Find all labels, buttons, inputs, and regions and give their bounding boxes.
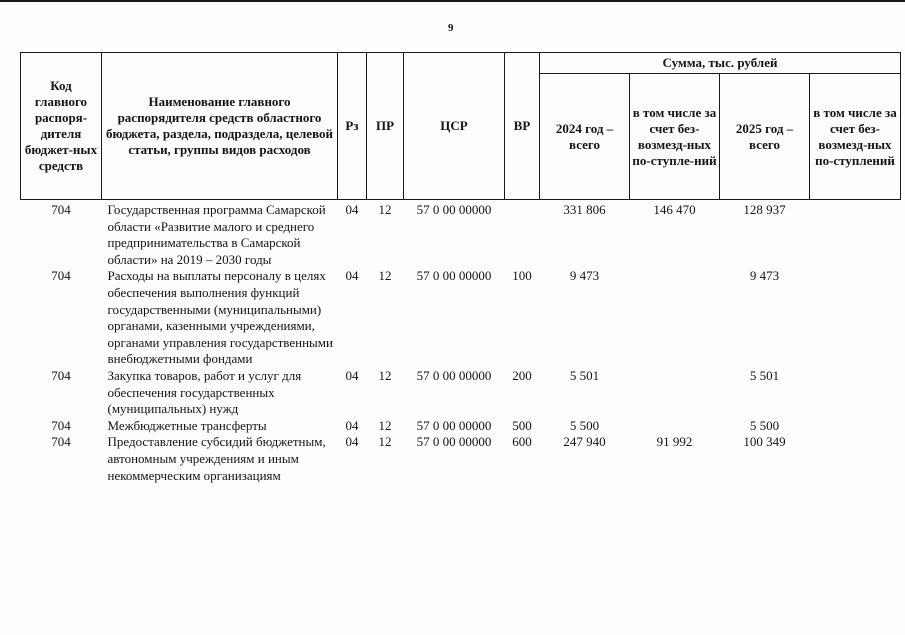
- cell-csr: 57 0 00 00000: [416, 202, 492, 217]
- table-row: [21, 200, 901, 269]
- header-2024-free: в том числе за счет без-возмезд-ных по-ступле-ний: [630, 74, 720, 200]
- cell-vr: 100: [512, 268, 532, 284]
- cell-pr: 12: [378, 367, 392, 383]
- cell-2025-free: [810, 268, 901, 368]
- header-csr: ЦСР: [404, 53, 505, 200]
- cell-2024-free: [630, 368, 720, 418]
- cell-code: 704: [51, 202, 71, 217]
- cell-2024-total: 247 940: [563, 434, 606, 450]
- cell-2024-total: 331 806: [563, 202, 606, 217]
- cell-rz: 04: [345, 268, 359, 284]
- header-2025-free: в том числе за счет без-возмезд-ных по-ступлений: [810, 74, 901, 200]
- header-2024-total: 2024 год – всего: [540, 74, 630, 200]
- cell-vr: 600: [512, 434, 532, 450]
- cell-2024-total: 9 473: [569, 268, 600, 284]
- cell-pr: 12: [378, 268, 392, 284]
- cell-code: 704: [51, 367, 71, 383]
- table-row: [21, 418, 901, 435]
- page-number: 9: [448, 22, 454, 34]
- cell-2024-free: 146 470: [653, 202, 696, 217]
- cell-2024-free: 91 992: [656, 434, 693, 450]
- cell-2025-total: 128 937: [743, 202, 786, 217]
- cell-2024-free: [630, 418, 720, 435]
- header-pr: ПР: [367, 53, 404, 200]
- header-2025-total: 2025 год – всего: [720, 74, 810, 200]
- cell-2025-free: [810, 200, 901, 269]
- cell-name: Расходы на выплаты персоналу в целях обеспечения выполнения функций государственными (муниципальными) органами, казенными учреждениями, органами управления государственными внебюджетными фондами: [107, 268, 333, 367]
- header-vr: ВР: [505, 53, 540, 200]
- top-border-line: [0, 0, 905, 2]
- cell-rz: 04: [345, 202, 359, 217]
- cell-csr: 57 0 00 00000: [416, 417, 492, 433]
- cell-2024-total: 5 500: [569, 417, 600, 433]
- cell-code: 704: [51, 268, 71, 284]
- cell-pr: 12: [378, 417, 392, 433]
- cell-code: 704: [51, 434, 71, 450]
- cell-2025-free: [810, 418, 901, 435]
- cell-2024-free: [630, 268, 720, 368]
- table-row: [21, 368, 901, 418]
- table-header: [21, 53, 901, 200]
- cell-name: Межбюджетные трансферты: [107, 417, 267, 433]
- cell-2025-free: [810, 434, 901, 484]
- cell-2025-total: 9 473: [749, 268, 780, 284]
- header-rz: Рз: [338, 53, 367, 200]
- table-body: [21, 200, 901, 485]
- cell-name: Предоставление субсидий бюджетным, автономным учреждениям и иным некоммерческим организациям: [107, 434, 326, 483]
- cell-vr: [505, 200, 540, 269]
- cell-2025-total: 5 500: [749, 417, 780, 433]
- budget-table: [20, 52, 901, 484]
- cell-2025-total: 5 501: [749, 367, 780, 383]
- cell-vr: 500: [512, 417, 532, 433]
- cell-rz: 04: [345, 417, 359, 433]
- cell-code: 704: [51, 417, 71, 433]
- header-code: Код главного распоря-дителя бюджет-ных средств: [21, 53, 102, 200]
- cell-2025-free: [810, 368, 901, 418]
- header-sum-group: Сумма, тыс. рублей: [540, 53, 901, 74]
- table-row: [21, 434, 901, 484]
- cell-pr: 12: [378, 434, 392, 450]
- table-row: [21, 268, 901, 368]
- cell-2025-total: 100 349: [743, 434, 786, 450]
- cell-pr: 12: [378, 202, 392, 217]
- cell-rz: 04: [345, 367, 359, 383]
- cell-csr: 57 0 00 00000: [416, 367, 492, 383]
- cell-2024-total: 5 501: [569, 367, 600, 383]
- cell-vr: 200: [512, 367, 532, 383]
- cell-rz: 04: [345, 434, 359, 450]
- cell-csr: 57 0 00 00000: [416, 268, 492, 284]
- header-name: Наименование главного распорядителя средств областного бюджета, раздела, подраздела, целевой статьи, группы видов расходов: [102, 53, 338, 200]
- cell-name: Закупка товаров, работ и услуг для обеспечения государственных (муниципальных) нужд: [107, 367, 302, 417]
- cell-name: Государственная программа Самарской области «Развитие малого и среднего предпринимательства в Самарской области» на 2019 – 2030 годы: [107, 202, 326, 267]
- cell-csr: 57 0 00 00000: [416, 434, 492, 450]
